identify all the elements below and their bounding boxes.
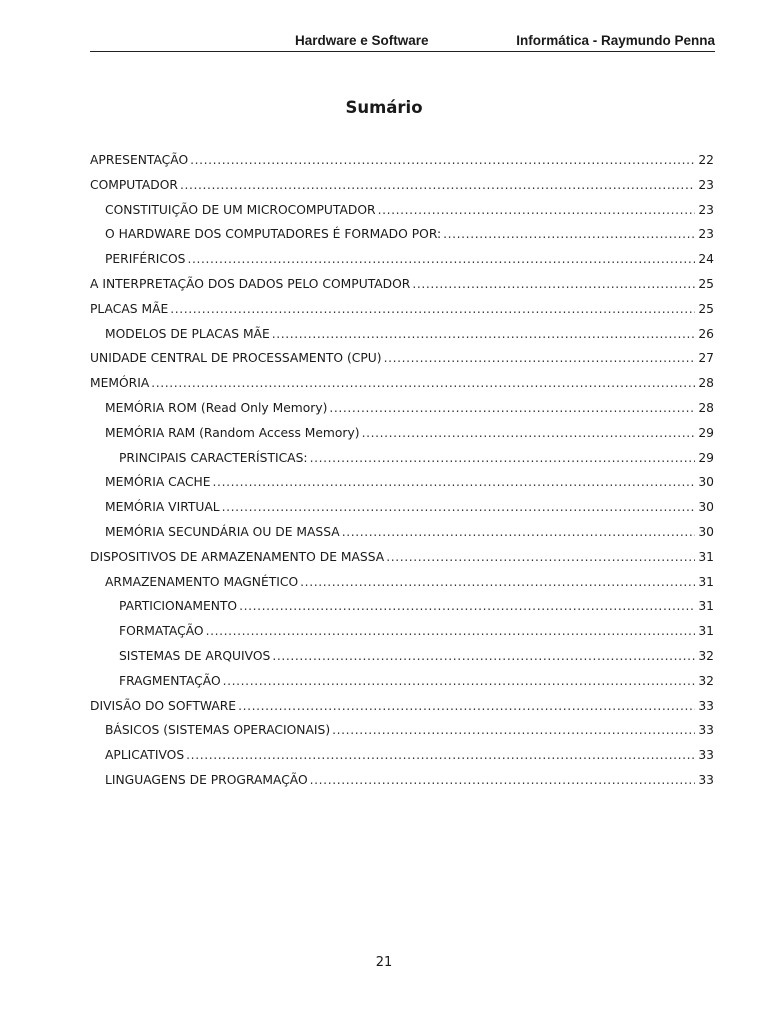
dot-leader [384,346,696,371]
header-divider [90,51,715,52]
dot-leader [443,222,695,247]
toc-entry[interactable] [90,669,714,694]
dot-leader [239,594,695,619]
toc-entry-page: 30 [698,500,714,515]
toc-entry[interactable] [90,446,714,471]
toc-entry-page: 27 [698,351,714,366]
toc-entry-page: 25 [698,301,714,316]
toc-entry[interactable] [90,768,714,793]
toc-title: Sumário [345,98,423,117]
toc-entry-page: 22 [698,153,714,167]
toc-entry-page: 31 [698,574,714,589]
toc-entry-label: FORMATAÇÃO [119,624,204,639]
toc-entry-page: 31 [698,549,714,564]
header-subject: Hardware e Software [295,33,429,48]
toc-entry[interactable] [90,272,714,297]
toc-entry[interactable] [90,570,714,595]
dot-leader [310,446,696,471]
dot-leader [300,570,695,595]
toc-entry-label: DIVISÃO DO SOFTWARE [90,698,237,713]
dot-leader [342,520,696,545]
toc-entry[interactable] [90,470,714,495]
toc-entry-page: 28 [698,400,714,415]
toc-entry-label: MEMÓRIA CACHE [105,475,211,490]
toc-entry[interactable] [90,297,714,322]
toc-entry[interactable] [90,148,714,173]
toc-entry-label: APRESENTAÇÃO [90,153,189,167]
toc-entry[interactable] [90,594,714,619]
toc-entry-label: MEMÓRIA SECUNDÁRIA OU DE MASSA [105,524,340,539]
toc-entry[interactable] [90,545,714,570]
toc-entry-label: MODELOS DE PLACAS MÃE [105,326,270,341]
toc-entry-page: 33 [698,772,714,787]
toc-entry[interactable] [90,644,714,669]
toc-entry-label: CONSTITUIÇÃO DE UM MICROCOMPUTADOR [105,202,376,217]
dot-leader [186,743,695,768]
toc-entry-page: 23 [698,177,714,192]
dot-leader [386,545,695,570]
toc-entry-page: 26 [698,326,714,341]
toc-entry[interactable] [90,495,714,520]
toc-entry-label: SISTEMAS DE ARQUIVOS [119,648,271,663]
toc-entry-label: FRAGMENTAÇÃO [119,673,221,688]
toc-entry-label: MEMÓRIA VIRTUAL [105,500,220,515]
toc-entry-label: BÁSICOS (SISTEMAS OPERACIONAIS) [105,723,331,738]
toc-entry[interactable] [90,322,714,347]
toc-entry-label: PERIFÉRICOS [105,252,186,267]
toc-entry[interactable] [90,198,714,223]
toc-entry-page: 33 [698,698,714,713]
toc-entry[interactable] [90,718,714,743]
toc-entry-page: 23 [698,202,714,217]
toc-entry-page: 33 [698,723,714,738]
toc-entry-page: 33 [698,748,714,763]
toc-entry[interactable] [90,520,714,545]
toc-entry-label: APLICATIVOS [105,748,185,763]
toc-entry[interactable] [90,222,714,247]
dot-leader [213,470,696,495]
dot-leader [180,173,695,198]
toc-entry-page: 23 [698,227,714,242]
toc-entry[interactable] [90,247,714,272]
dot-leader [238,694,695,719]
toc-entry[interactable] [90,173,714,198]
toc-entry-label: O HARDWARE DOS COMPUTADORES É FORMADO POR: [105,227,442,242]
table-of-contents [90,148,714,793]
toc-entry-page: 30 [698,524,714,539]
toc-entry-page: 32 [698,673,714,688]
toc-entry-page: 29 [698,450,714,465]
page-header [90,33,715,49]
toc-entry[interactable] [90,346,714,371]
toc-entry[interactable] [90,619,714,644]
toc-entry-label: ARMAZENAMENTO MAGNÉTICO [105,574,299,589]
page-number: 21 [375,955,393,970]
toc-entry-label: MEMÓRIA RAM (Random Access Memory) [105,425,360,440]
dot-leader [190,148,695,173]
toc-entry-page: 32 [698,648,714,663]
dot-leader [362,421,696,446]
toc-entry-label: COMPUTADOR [90,177,178,192]
toc-entry-label: UNIDADE CENTRAL DE PROCESSAMENTO (CPU) [90,351,382,366]
dot-leader [151,371,695,396]
toc-entry[interactable] [90,421,714,446]
toc-entry-page: 24 [698,252,714,267]
dot-leader [206,619,696,644]
toc-entry-label: LINGUAGENS DE PROGRAMAÇÃO [105,772,308,787]
toc-entry[interactable] [90,743,714,768]
dot-leader [223,669,696,694]
dot-leader [272,644,695,669]
header-course-author: Informática - Raymundo Penna [516,33,715,48]
toc-entry-label: PRINCIPAIS CARACTERÍSTICAS: [119,450,308,465]
toc-entry-page: 29 [698,425,714,440]
dot-leader [332,718,695,743]
toc-entry-page: 25 [698,276,714,291]
dot-leader [222,495,696,520]
dot-leader [170,297,695,322]
dot-leader [412,272,695,297]
toc-entry[interactable] [90,694,714,719]
toc-entry[interactable] [90,396,714,421]
toc-entry-page: 31 [698,599,714,614]
toc-entry-page: 28 [698,376,714,391]
dot-leader [272,322,696,347]
toc-entry-page: 30 [698,475,714,490]
toc-entry-label: DISPOSITIVOS DE ARMAZENAMENTO DE MASSA [90,549,385,564]
dot-leader [378,198,696,223]
toc-entry-label: MEMÓRIA [90,376,150,391]
dot-leader [187,247,695,272]
toc-entry-label: PLACAS MÃE [90,301,169,316]
dot-leader [310,768,696,793]
toc-entry[interactable] [90,371,714,396]
toc-entry-label: MEMÓRIA ROM (Read Only Memory) [105,400,328,415]
toc-entry-label: A INTERPRETAÇÃO DOS DADOS PELO COMPUTADOR [90,276,411,291]
toc-entry-page: 31 [698,624,714,639]
dot-leader [329,396,695,421]
toc-entry-label: PARTICIONAMENTO [119,599,238,614]
